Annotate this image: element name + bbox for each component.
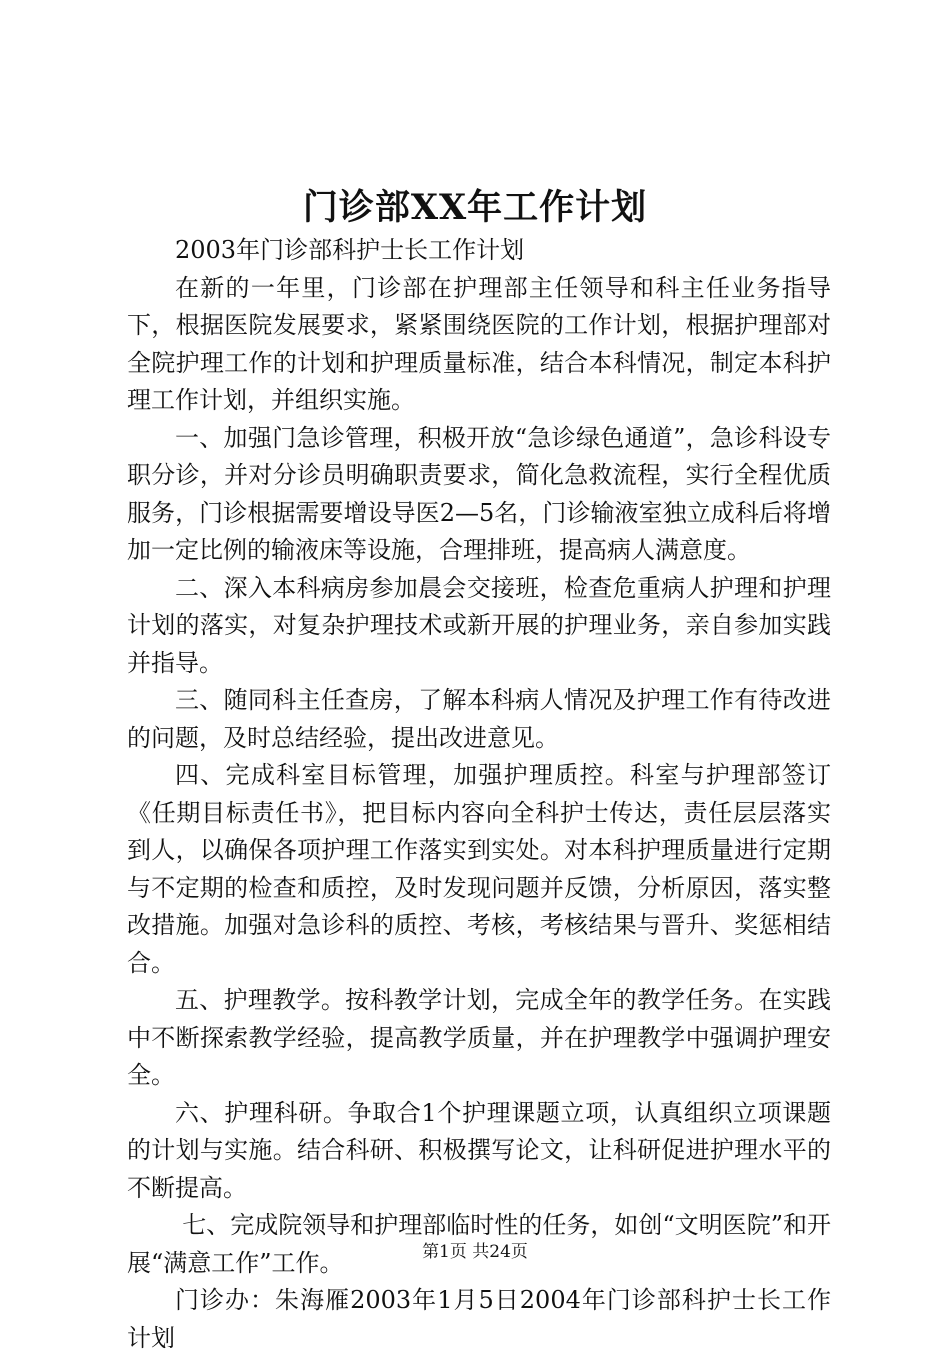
page-footer: 第1页 共24页 bbox=[422, 1242, 528, 1262]
section-2-paragraph: 二、深入本科病房参加晨会交接班，检查危重病人护理和护理计划的落实，对复杂护理技术或新开展的护理业务，亲自参加实践并指导。 bbox=[127, 573, 831, 677]
section-4-paragraph: 四、完成科室目标管理，加强护理质控。科室与护理部签订《任期目标责任书》，把目标内容向全科护士传达，责任层层落实到人，以确保各项护理工作落实到实处。对本科护理质量进行定期与不定期的检查和质控，及时发现问题并反馈，分析原因，落实整改措施。加强对急诊科的质控、考核，考核结果与晋升、奖惩相结合。 bbox=[127, 761, 831, 977]
document-body bbox=[127, 232, 831, 1357]
section-6-paragraph: 六、护理科研。争取合1个护理课题立项，认真组织立项课题的计划与实施。结合科研、积极撰写论文，让科研促进护理水平的不断提高。 bbox=[127, 1098, 831, 1202]
signature-paragraph: 门诊办：朱海雁2003年1月5日2004年门诊部科护士长工作计划 bbox=[127, 1286, 831, 1352]
plan-subtitle: 2003年门诊部科护士长工作计划 bbox=[175, 236, 525, 264]
section-7-paragraph: 七、完成院领导和护理部临时性的任务，如创“文明医院”和开展“满意工作”工作。 bbox=[127, 1211, 831, 1277]
intro-paragraph: 在新的一年里，门诊部在护理部主任领导和科主任业务指导下，根据医院发展要求，紧紧围绕医院的工作计划，根据护理部对全院护理工作的计划和护理质量标准，结合本科情况，制定本科护理工作计划，并组织实施。 bbox=[127, 273, 831, 414]
section-1-paragraph: 一、加强门急诊管理，积极开放“急诊绿色通道”，急诊科设专职分诊，并对分诊员明确职责要求，简化急救流程，实行全程优质服务，门诊根据需要增设导医2—5名，门诊输液室独立成科后将增加一定比例的输液床等设施，合理排班，提高病人满意度。 bbox=[127, 423, 831, 564]
document-title: 门诊部XX年工作计划 bbox=[302, 187, 648, 228]
section-3-paragraph: 三、随同科主任查房，了解本科病人情况及护理工作有待改进的问题，及时总结经验，提出改进意见。 bbox=[127, 686, 831, 752]
section-5-paragraph: 五、护理教学。按科教学计划，完成全年的教学任务。在实践中不断探索教学经验，提高教学质量，并在护理教学中强调护理安全。 bbox=[127, 986, 831, 1089]
